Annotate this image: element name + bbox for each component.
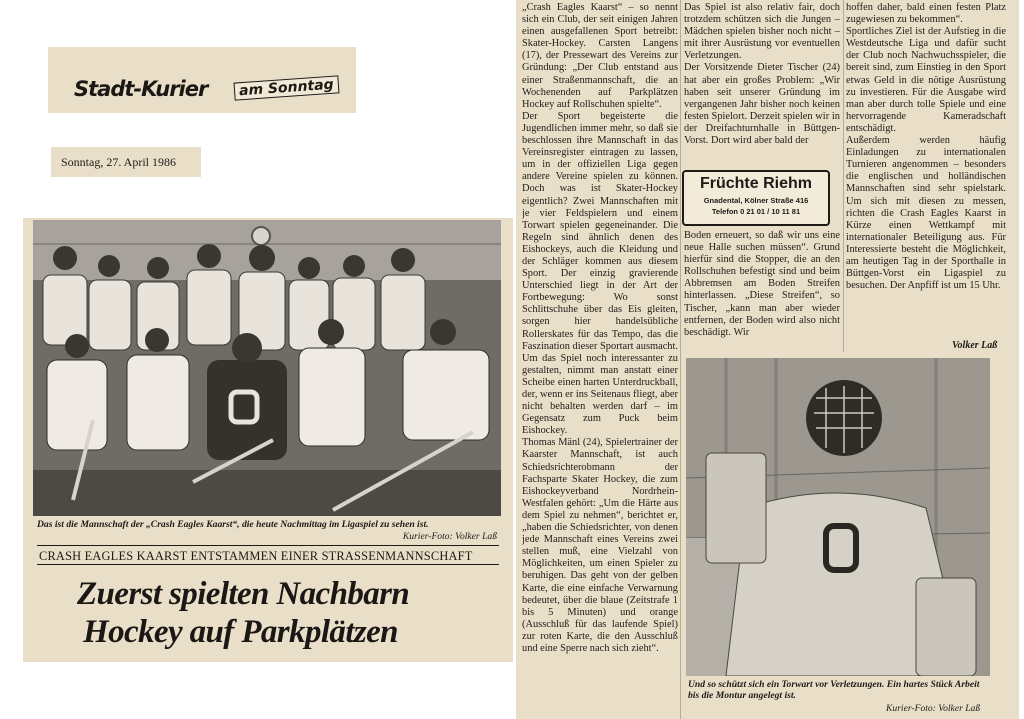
team-photo-caption: Das ist die Mannschaft der „Crash Eagles Kaarst“, die heute Nachmittag im Ligaspiel zu sehen ist.	[37, 519, 429, 530]
masthead-edition: am Sonntag	[233, 75, 339, 100]
goalie-photo-caption: Und so schützt sich ein Torwart vor Verletzungen. Ein hartes Stück Arbeit bis die Montur angelegt ist.	[688, 679, 980, 701]
article-continued-clipping	[516, 0, 1019, 719]
ad-name: Früchte Riehm	[699, 175, 812, 192]
paragraph: Der Vorsitzende Dieter Tischer (24) hat aber ein großes Problem: „Wir haben seit unserer Gründung im vergangenen Jahr bisher noch keinen festen Spielort. Derzeit spielen wir in der Dreifachturnhalle in Büttgen-Vorst. Dort wird aber bald der	[684, 62, 840, 147]
byline: Volker Laß	[952, 340, 998, 351]
paragraph: „Crash Eagles Kaarst“ – so nennt sich ein Club, der seit einigen Jahren einen ausgefallenen Sport betreibt: Skater-Hockey. Carsten Langens (17), der Pressewart des Vereins zur Gründung: „Der Club entstand aus einer Straßenmannschaft, die an Wochenenden auf Parkplätzen Hockey auf Rollschuhen spielte“.	[522, 2, 678, 110]
text-column-1	[522, 2, 678, 714]
paragraph: Der Sport begeisterte die Jugendlichen immer mehr, so daß sie beschlossen ihre Mannschaft in das Vereinsregister eintragen zu lassen, um in der offiziellen Liga gegen andere Vereine spielen zu können. Doch was ist Skater-Hockey eigentlich? Zwei Mannschaften mit je vier Feldspielern und einem Torwart spielen gegeneinander. Die Regeln sind ähnlich denen des Eishockeys, auch die Kleidung und der Schläger kommen aus diesem Sport. Der einzig gravierende Unterschied liegt in der Art der Fortbewegung: Wo sonst Schlittschuhe über das Eis gleiten, sorgen hier handelsübliche Rollerskates für das Tempo, das die Faszination dieser Sportart ausmacht. Um das Spiel noch interessanter zu gestalten, nimmt man anstatt einer Scheibe einen harten Unterdruckball, der, wenn er ins Seitenaus fliegt, aber nicht behalten werden darf – im Gegensatz zum Puck beim Eishockey.	[522, 110, 678, 437]
team-photo-illustration	[33, 220, 501, 516]
paragraph: Sportliches Ziel ist der Aufstieg in die Westdeutsche Liga und dafür sucht der Club noch Nachwuchsspieler, die bereit sind, zum Einstieg in den Sport etwas Geld in die nötige Ausrüstung zu investieren. Für die Ausgabe wird man aber durch tolle Spiele und eine hervorragende Kameradschaft entschädigt.	[846, 26, 1006, 134]
kicker-rule-bottom	[37, 564, 499, 565]
ad-phone: Telefon 0 21 01 / 10 11 81	[711, 207, 801, 216]
paragraph: hoffen daher, bald einen festen Platz zugewiesen zu bekommen“.	[846, 2, 1006, 26]
kicker-rule-top	[37, 545, 499, 546]
paragraph: Außerdem werden häufig Einladungen zu internationalen Turnieren angenommen – besonders die englischen und holländischen Mannschaften sind sehr spielstark. Um sich mit diesen zu messen, richten die Crash Eagles Kaarst in Kürze einen Wettkampf mit internationaler Beteiligung aus. Für Interessierte besteht die Möglichkeit, am heutigen Tag in der Sporthalle in Büttgen-Vorst ein Ligaspiel zu besuchen. Der Anpfiff ist um 15 Uhr.	[846, 135, 1006, 292]
paragraph: Thomas Mänl (24), Spielertrainer der Kaarster Mannschaft, ist auch Schiedsrichterobmann der Fachsparte Skater Hockey, die zum Eishockeyverband Nordrhein-Westfalen gehört: „Um die Härte aus dem Spiel zu nehmen“, berichtet er, „haben die Schiedsrichter, von denen jede Mannschaft eines Vereins zwei stellen muß, eine Vielzahl von Möglichkeiten, um einen Spieler zu beruhigen. Das geht von der gelben Karte, die eine einfache Verwarnung bedeutet, über die blaue (Zeitstrafe 1 bis 5 Minuten) und orange (Ausschluß für das laufende Spiel) zur roten Karte, die den Ausschluß und eine Sperre nach sich zieht“.	[522, 437, 678, 654]
paragraph: Boden erneuert, so daß wir uns eine neue Halle suchen müssen“. Grund hierfür sind die Stopper, die an den Rollschuhen befestigt sind und beim Abbremsen am Boden Streifen hinterlassen. „Diese Streifen“, so Tischer, „kann man aber wieder entfernen, der Boden wird also nicht beschädigt. Wir	[684, 230, 840, 338]
kicker: CRASH EAGLES KAARST ENTSTAMMEN EINER STRASSENMANNSCHAFT	[39, 549, 473, 563]
column-divider	[843, 0, 844, 352]
masthead-title: Stadt-Kurier	[74, 77, 208, 101]
column-divider	[680, 0, 681, 719]
article-clipping	[23, 218, 513, 662]
goalie-photo	[686, 358, 990, 676]
text-column-3	[846, 2, 1006, 350]
date-clipping	[51, 147, 201, 177]
masthead-clipping	[48, 47, 356, 113]
text-column-2-bottom	[684, 230, 840, 350]
text-column-2-top	[684, 2, 840, 162]
headline-line-1: Zuerst spielten Nachbarn	[77, 576, 410, 612]
issue-date: Sonntag, 27. April 1986	[61, 155, 177, 169]
headline-line-2: Hockey auf Parkplätzen	[83, 614, 398, 650]
goalie-photo-credit: Kurier-Foto: Volker Laß	[886, 703, 981, 714]
team-photo-credit: Kurier-Foto: Volker Laß	[402, 531, 497, 542]
goalie-photo-illustration	[686, 358, 990, 676]
ad-box	[682, 170, 830, 226]
team-photo	[33, 220, 501, 516]
paragraph: Das Spiel ist also relativ fair, doch trotzdem schützen sich die Jungen – Mädchen spielen bisher noch nicht – mit ihrer Ausrüstung vor eventuellen Verletzungen.	[684, 2, 840, 62]
ad-address: Gnadental, Kölner Straße 416	[703, 196, 809, 205]
